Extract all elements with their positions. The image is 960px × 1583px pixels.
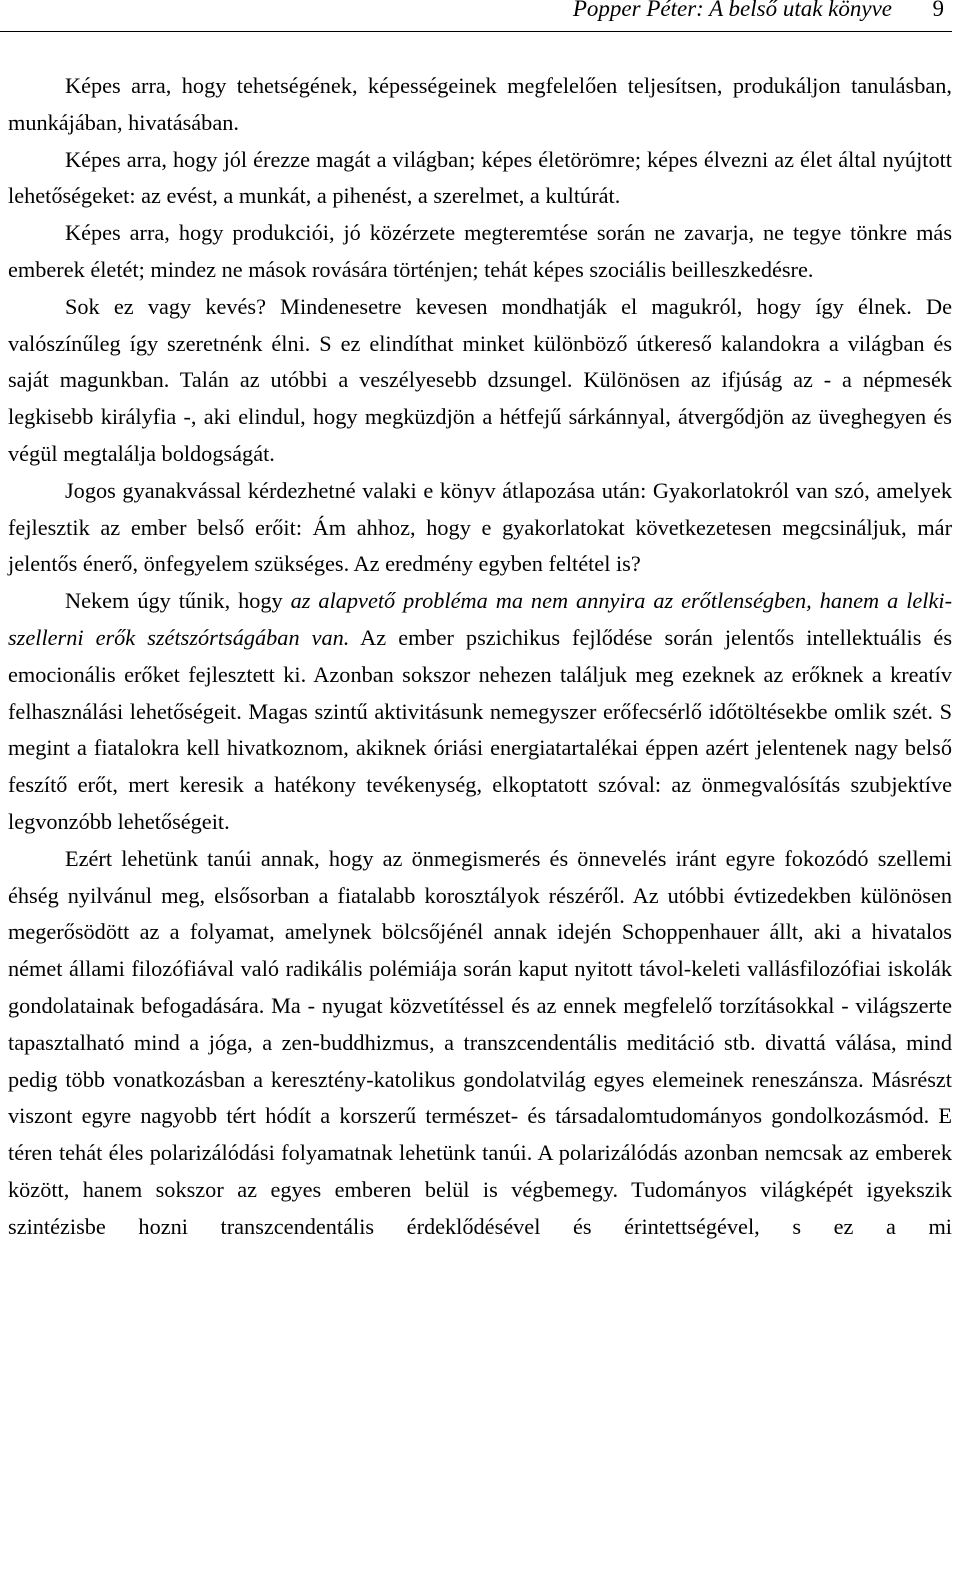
paragraph-3: Képes arra, hogy produkciói, jó közérzete megteremtése során ne zavarja, ne tegye tönkre más emberek életét; mindez ne mások rovására történjen; tehát képes szociális beilleszkedésre.	[8, 220, 952, 282]
running-title: Popper Péter: A belső utak könyve	[572, 0, 892, 21]
page-body	[8, 68, 952, 1246]
page-number: 9	[932, 0, 944, 21]
paragraph-6-rest: Az ember pszichikus fejlődése során jelentős intellektuális és emocionális erőket fejlesztett ki. Azonban sokszor nehezen találjuk meg ezeknek az erőknek a kreatív felhasználási lehetőségeit. Magas szintű aktivitásunk nemegyszer erőfecsérlő időtöltésekbe omlik szét. S megint a fiatalokra kell hivatkoznom, akiknek óriási energiatartalékai éppen azért jelentenek nagy belső feszítő erőt, mert keresik a hatékony tevékenység, elkoptatott szóval: az önmegvalósítás szubjektíve legvonzóbb lehetőségeit.	[8, 624, 952, 834]
paragraph-4: Sok ez vagy kevés? Mindenesetre kevesen mondhatják el magukról, hogy így élnek. De valószínűleg így szeretnénk élni. S ez elindíthat minket különböző útkereső kalandokra a világban és saját magunkban. Talán az utóbbi a veszélyesebb dzsungel. Különösen az ifjúság az - a népmesék legkisebb királyfia -, aki elindul, hogy megküzdjön a hétfejű sárkánnyal, átvergődjön az üveghegyen és végül megtalálja boldogságát.	[8, 293, 952, 466]
paragraph-5: Jogos gyanakvással kérdezhetné valaki e könyv átlapozása után: Gyakorlatokról van szó, amelyek fejlesztik az ember belső erőit: Ám ahhoz, hogy e gyakorlatokat következetesen megcsináljuk, már jelentős énerő, önfegyelem szükséges. Az eredmény egyben feltétel is?	[8, 477, 952, 577]
paragraph-2: Képes arra, hogy jól érezze magát a világban; képes életörömre; képes élvezni az élet által nyújtott lehetőségeket: az evést, a munkát, a pihenést, a szerelmet, a kultúrát.	[8, 146, 952, 209]
paragraph-6-emphasis: az alapvető probléma ma nem annyira az erőtlenségben, hanem a lelki-szellerni erők szétszórtságában van.	[8, 588, 952, 650]
paragraph-6-intro: Nekem úgy tűnik, hogy	[65, 588, 291, 614]
page-header	[0, 0, 952, 32]
paragraph-6	[8, 583, 952, 841]
paragraph-1: Képes arra, hogy tehetségének, képességeinek megfelelően teljesítsen, produkáljon tanulásban, munkájában, hivatásában.	[8, 73, 952, 135]
paragraph-7: Ezért lehetünk tanúi annak, hogy az önmegismerés és önnevelés iránt egyre fokozódó szellemi éhség nyilvánul meg, elsősorban a fiatalabb korosztályok részéről. Az utóbbi évtizedekben különösen megerősödött az a folyamat, amelynek bölcsőjénél annak idején Schoppenhauer állt, aki a hivatalos német állami filozófiával való radikális polémiája során kaput nyitott távol-keleti vallásfilozófiai iskolák gondolatainak befogadására. Ma - nyugat közvetítéssel és az ennek megfelelő torzításokkal - világszerte tapasztalható mind a jóga, a zen-buddhizmus, a transzcendentális meditáció stb. divattá válása, mind pedig több vonatkozásban a keresztény-katolikus gondolatvilág egyes elemeinek reneszánsza. Másrészt viszont egyre nagyobb tért hódít a korszerű természet- és társadalomtudományos gondolkozásmód. E téren tehát éles polarizálódási folyamatnak lehetünk tanúi. A polarizálódás azonban nemcsak az emberek között, hanem sokszor az egyes emberen belül is végbemegy. Tudományos világképét igyekszik szintézisbe hozni transzcendentális érdeklődésével és érintettségével, s ez a mi	[8, 845, 952, 1239]
